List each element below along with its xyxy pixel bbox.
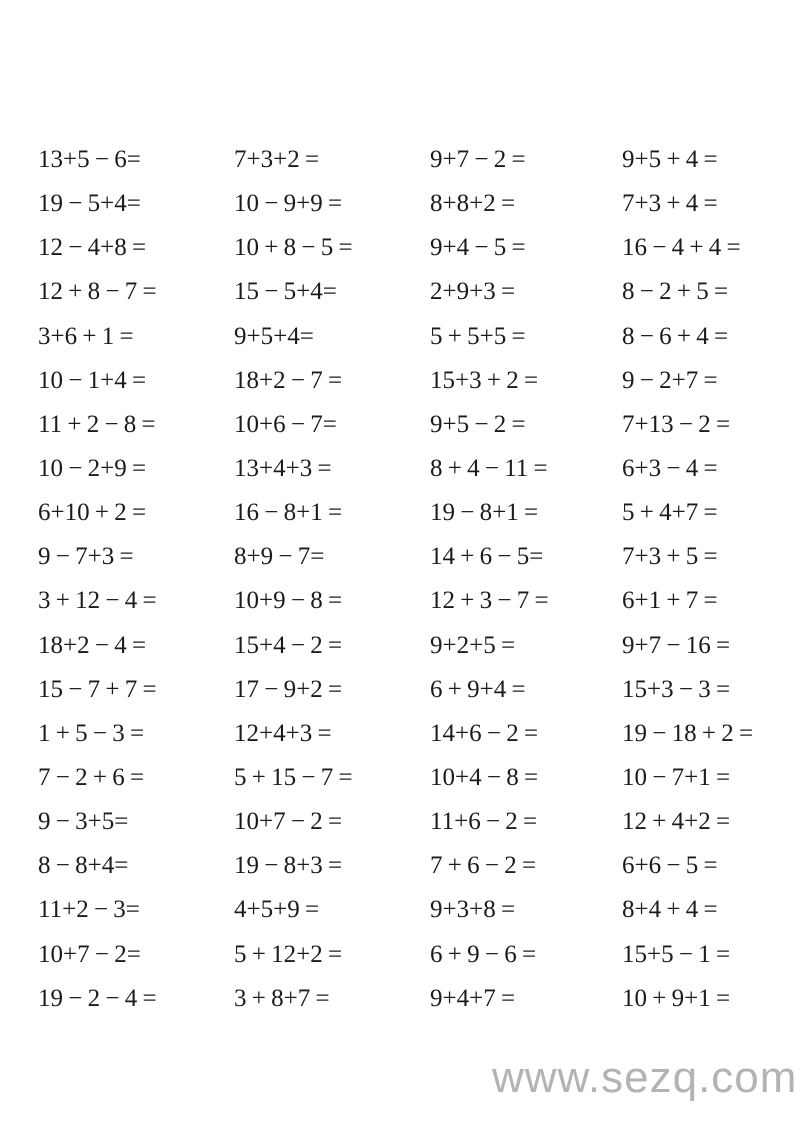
equation: 9+5+4=: [234, 322, 314, 350]
equation: 7+3+2 =: [234, 146, 320, 174]
equation: 10 + 8 − 5 =: [234, 234, 353, 262]
equation: 11+2 − 3=: [38, 896, 140, 924]
equation: 19 − 8+1 =: [430, 499, 539, 527]
equation: 15+4 − 2 =: [234, 631, 343, 659]
equation: 11 + 2 − 8 =: [38, 410, 156, 438]
equation: 12 + 3 − 7 =: [430, 587, 549, 615]
equation: 19 − 2 − 4 =: [38, 984, 157, 1012]
equation: 3 + 12 − 4 =: [38, 587, 157, 615]
equation: 10+4 − 8 =: [430, 764, 539, 792]
equation: 17 − 9+2 =: [234, 675, 343, 703]
equation: 9+5 + 4 =: [622, 146, 718, 174]
equation: 4+5+9 =: [234, 896, 320, 924]
equation: 16 − 8+1 =: [234, 499, 343, 527]
equation: 6 + 9+4 =: [430, 675, 526, 703]
equation: 12+4+3 =: [234, 719, 332, 747]
equation: 5 + 15 − 7 =: [234, 764, 353, 792]
equation: 7+3 + 5 =: [622, 543, 718, 571]
equation: 10+6 − 7=: [234, 410, 337, 438]
equation: 14 + 6 − 5=: [430, 543, 544, 571]
equation: 6+10 + 2 =: [38, 499, 147, 527]
equation: 8+4 + 4 =: [622, 896, 718, 924]
equation: 14+6 − 2 =: [430, 719, 539, 747]
equation: 8+9 − 7=: [234, 543, 325, 571]
equation: 7+13 − 2 =: [622, 410, 731, 438]
equation: 5 + 5+5 =: [430, 322, 526, 350]
equation: 10 − 7+1 =: [622, 764, 731, 792]
equation: 9 − 2+7 =: [622, 366, 718, 394]
equation: 9 − 7+3 =: [38, 543, 134, 571]
equation: 8+8+2 =: [430, 190, 516, 218]
equation: 10+9 − 8 =: [234, 587, 343, 615]
watermark: www.sezq.com: [492, 1053, 798, 1102]
equation: 16 − 4 + 4 =: [622, 234, 741, 262]
equation: 10+7 − 2 =: [234, 808, 343, 836]
equation: 6+6 − 5 =: [622, 852, 718, 880]
equation: 18+2 − 7 =: [234, 366, 343, 394]
equation: 10+7 − 2=: [38, 940, 141, 968]
equation: 19 − 18 + 2 =: [622, 719, 754, 747]
equation: 19 − 5+4=: [38, 190, 141, 218]
equation: 10 − 1+4 =: [38, 366, 147, 394]
equation: 12 − 4+8 =: [38, 234, 147, 262]
equation: 8 + 4 − 11 =: [430, 455, 548, 483]
equation: 15+3 − 3 =: [622, 675, 731, 703]
equation: 1 + 5 − 3 =: [38, 719, 145, 747]
equation: 9+4 − 5 =: [430, 234, 526, 262]
equation: 3 + 8+7 =: [234, 984, 330, 1012]
problems-grid: [38, 138, 800, 1021]
equation: 9+5 − 2 =: [430, 410, 526, 438]
equation: 7+3 + 4 =: [622, 190, 718, 218]
equation: 8 − 2 + 5 =: [622, 278, 729, 306]
equation: 9+3+8 =: [430, 896, 516, 924]
equation: 6 + 9 − 6 =: [430, 940, 537, 968]
equation: 10 − 9+9 =: [234, 190, 343, 218]
equation: 12 + 4+2 =: [622, 808, 731, 836]
equation: 10 + 9+1 =: [622, 984, 731, 1012]
equation: 15+5 − 1 =: [622, 940, 731, 968]
equation: 11+6 − 2 =: [430, 808, 538, 836]
equation: 10 − 2+9 =: [38, 455, 147, 483]
equation: 7 − 2 + 6 =: [38, 764, 145, 792]
equation: 5 + 4+7 =: [622, 499, 718, 527]
equation: 3+6 + 1 =: [38, 322, 134, 350]
equation: 8 − 8+4=: [38, 852, 129, 880]
equation: 18+2 − 4 =: [38, 631, 147, 659]
equation: 9+7 − 16 =: [622, 631, 731, 659]
equation: 9 − 3+5=: [38, 808, 129, 836]
equation: 13+4+3 =: [234, 455, 332, 483]
equation: 12 + 8 − 7 =: [38, 278, 157, 306]
equation: 15+3 + 2 =: [430, 366, 539, 394]
equation: 9+2+5 =: [430, 631, 516, 659]
equation: 8 − 6 + 4 =: [622, 322, 729, 350]
equation: 15 − 5+4=: [234, 278, 337, 306]
equation: 15 − 7 + 7 =: [38, 675, 157, 703]
equation: 7 + 6 − 2 =: [430, 852, 537, 880]
equation: 2+9+3 =: [430, 278, 516, 306]
equation: 13+5 − 6=: [38, 146, 141, 174]
equation: 5 + 12+2 =: [234, 940, 343, 968]
equation: 9+4+7 =: [430, 984, 516, 1012]
equation: 19 − 8+3 =: [234, 852, 343, 880]
equation: 6+3 − 4 =: [622, 455, 718, 483]
equation: 6+1 + 7 =: [622, 587, 718, 615]
equation: 9+7 − 2 =: [430, 146, 526, 174]
